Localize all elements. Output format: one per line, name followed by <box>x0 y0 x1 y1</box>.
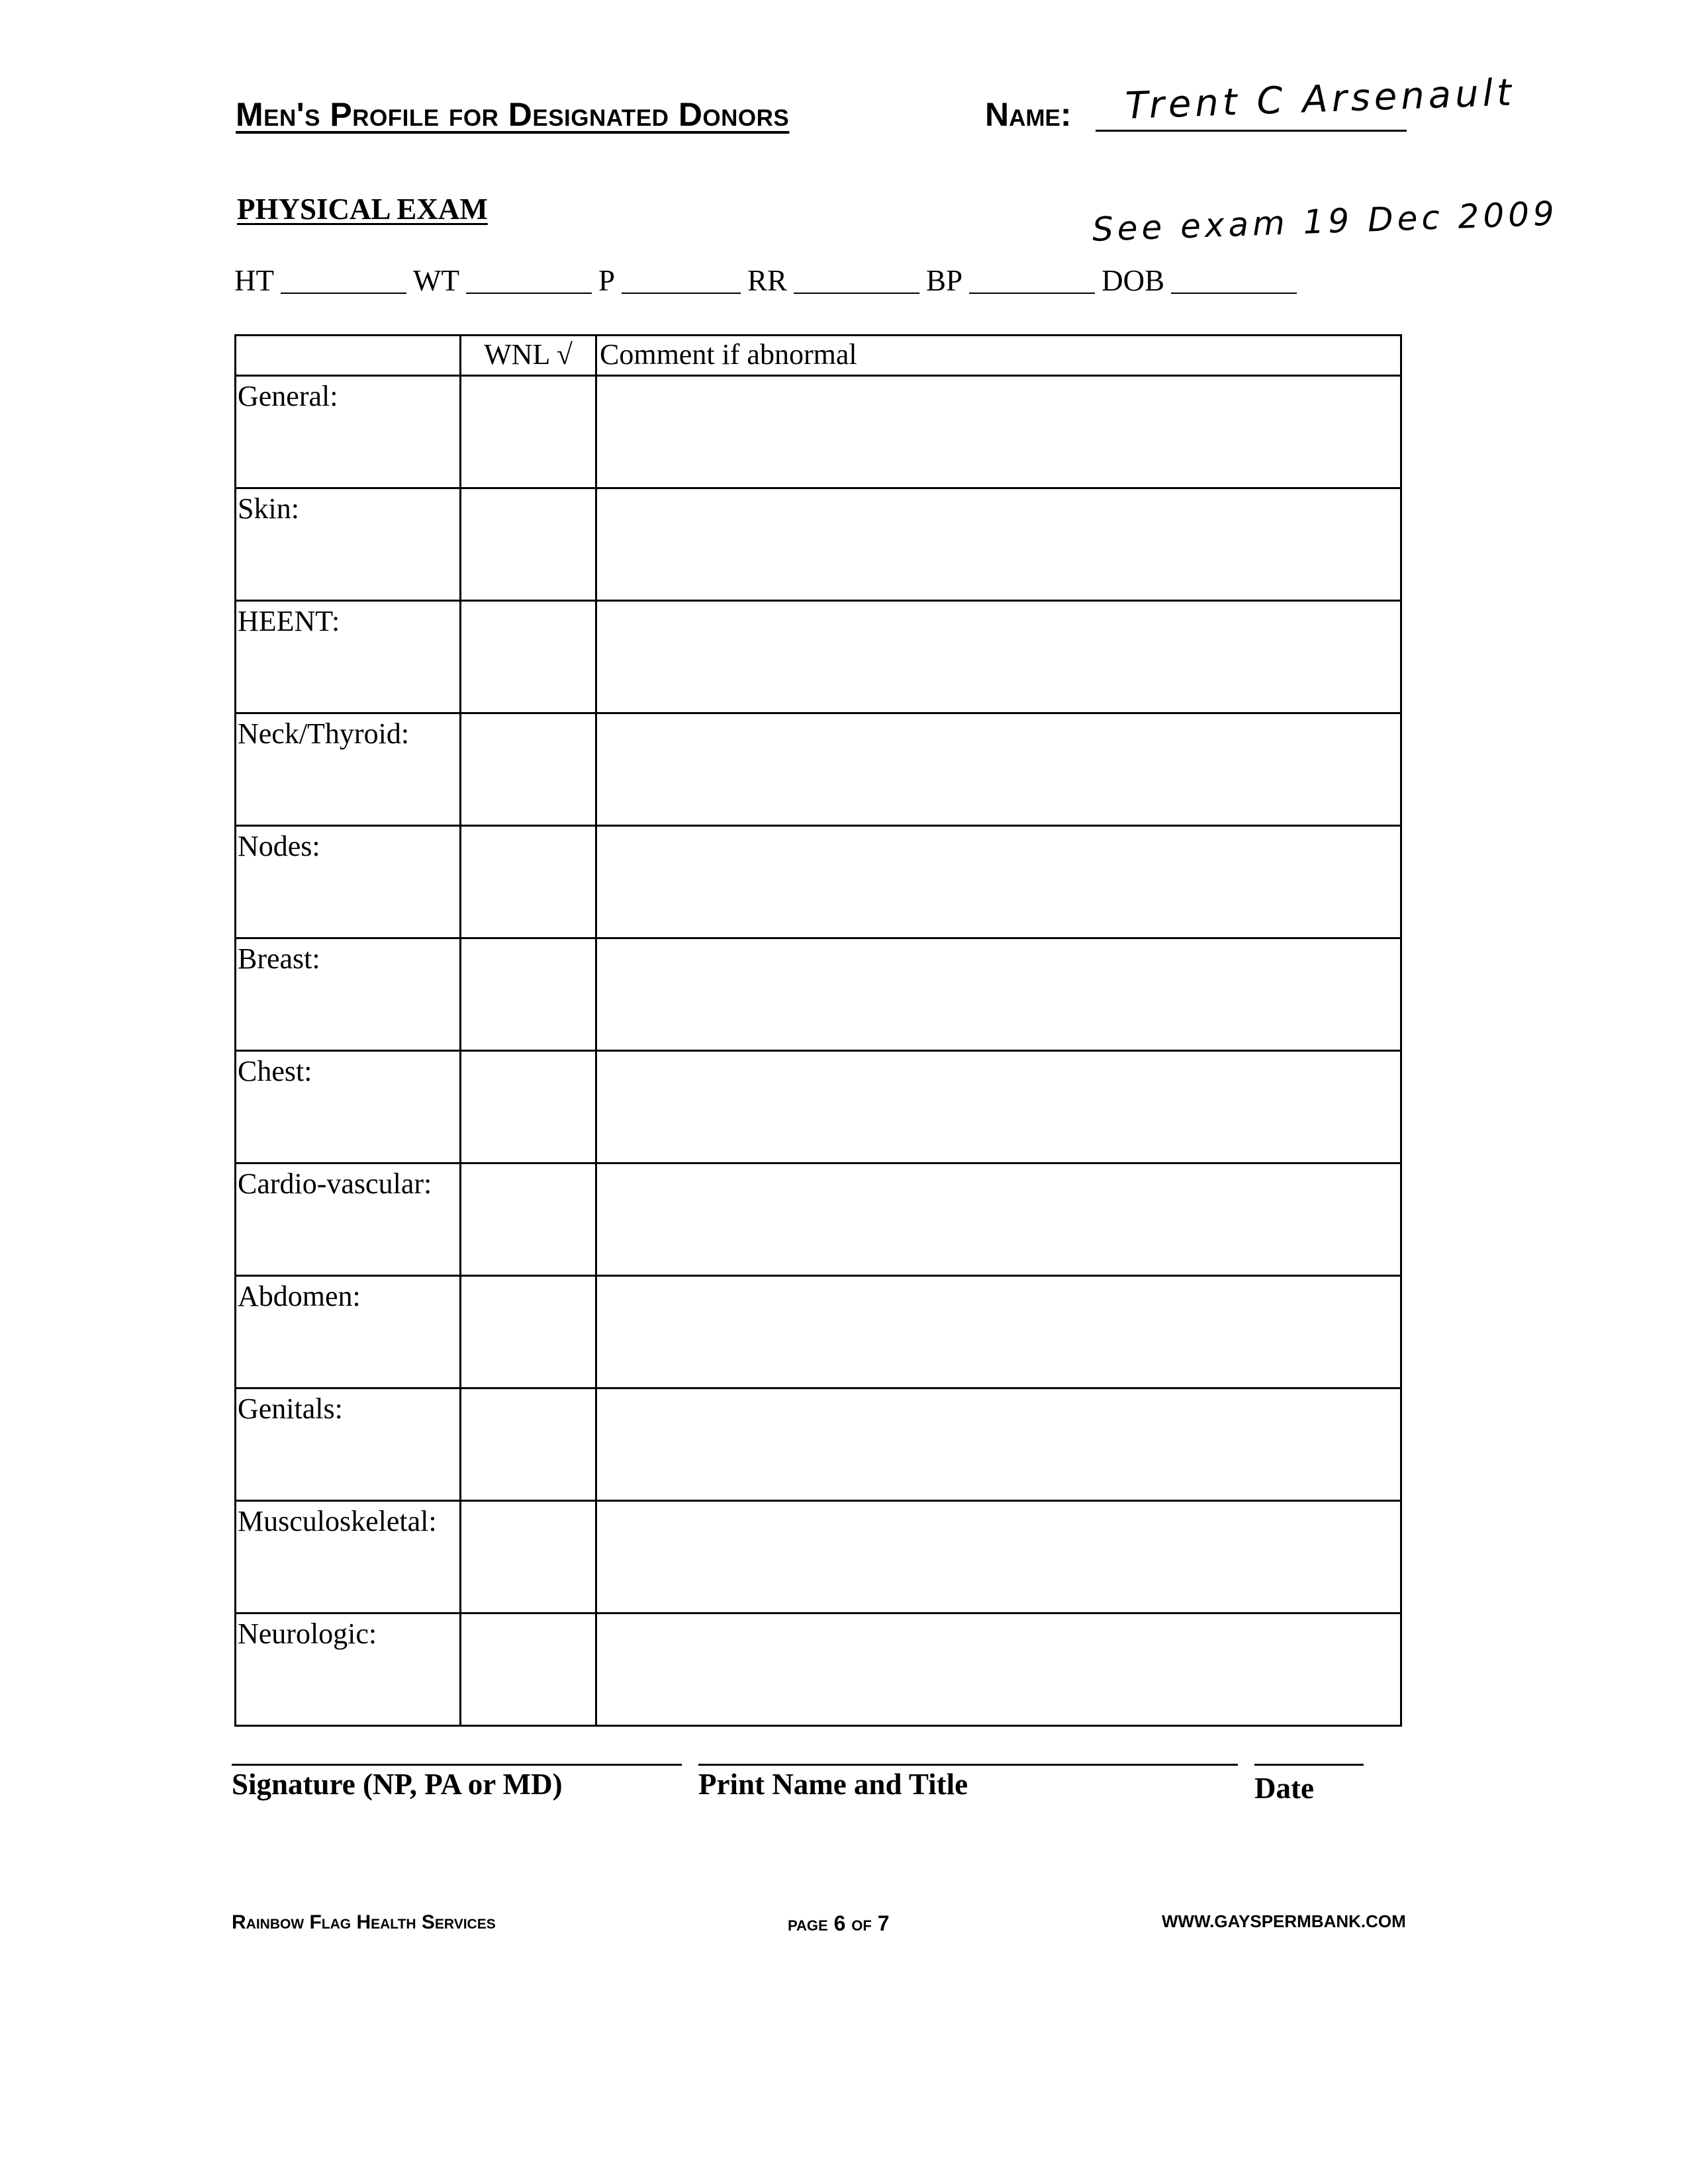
vital-label: HT <box>234 264 274 297</box>
table-row <box>236 1163 1401 1276</box>
row-label-neurologic: Neurologic: <box>236 1614 461 1726</box>
wnl-cell[interactable] <box>461 601 596 713</box>
signature-line[interactable] <box>232 1764 682 1766</box>
footer-organization: Rainbow Flag Health Services <box>232 1911 496 1933</box>
comment-cell[interactable] <box>596 713 1401 826</box>
row-label-heent: HEENT: <box>236 601 461 713</box>
table-row <box>236 1614 1401 1726</box>
row-label-genitals: Genitals: <box>236 1388 461 1501</box>
vital-rr <box>747 263 919 298</box>
name-value-handwritten: Trent C Arsenault <box>1124 71 1517 128</box>
comment-cell[interactable] <box>596 1501 1401 1614</box>
print-name-line[interactable] <box>698 1764 1238 1766</box>
table-header-row <box>236 336 1401 376</box>
comment-cell[interactable] <box>596 488 1401 601</box>
table-row <box>236 938 1401 1051</box>
vital-blank[interactable] <box>794 269 919 294</box>
vital-label: BP <box>926 264 963 297</box>
wnl-cell[interactable] <box>461 1276 596 1388</box>
wnl-cell[interactable] <box>461 938 596 1051</box>
vital-label: DOB <box>1102 264 1165 297</box>
vital-dob <box>1102 263 1297 298</box>
vitals-row <box>234 263 1303 298</box>
comment-cell[interactable] <box>596 1388 1401 1501</box>
comment-cell[interactable] <box>596 1276 1401 1388</box>
wnl-cell[interactable] <box>461 1501 596 1614</box>
name-label: Name: <box>985 96 1072 133</box>
comment-cell[interactable] <box>596 376 1401 488</box>
vital-ht <box>234 263 406 298</box>
table-row <box>236 1051 1401 1163</box>
name-underline <box>1096 130 1407 132</box>
date-label: Date <box>1254 1772 1314 1805</box>
row-label-neck-thyroid: Neck/Thyroid: <box>236 713 461 826</box>
header-blank <box>236 336 461 376</box>
comment-cell[interactable] <box>596 938 1401 1051</box>
wnl-cell[interactable] <box>461 376 596 488</box>
footer-website: WWW.GAYSPERMBANK.COM <box>1162 1911 1406 1931</box>
row-label-nodes: Nodes: <box>236 826 461 938</box>
vital-blank[interactable] <box>969 269 1095 294</box>
header-wnl: WNL √ <box>461 336 596 376</box>
table-row <box>236 376 1401 488</box>
comment-cell[interactable] <box>596 601 1401 713</box>
vital-label: P <box>598 264 615 297</box>
table-row <box>236 1501 1401 1614</box>
footer-page-number: page 6 of 7 <box>788 1911 890 1935</box>
vital-blank[interactable] <box>466 269 592 294</box>
wnl-cell[interactable] <box>461 1614 596 1726</box>
wnl-cell[interactable] <box>461 826 596 938</box>
table-row <box>236 601 1401 713</box>
comment-cell[interactable] <box>596 1051 1401 1163</box>
header-comment: Comment if abnormal <box>596 336 1401 376</box>
row-label-general: General: <box>236 376 461 488</box>
wnl-cell[interactable] <box>461 1388 596 1501</box>
table-row <box>236 826 1401 938</box>
comment-cell[interactable] <box>596 1614 1401 1726</box>
row-label-cardio-vascular: Cardio-vascular: <box>236 1163 461 1276</box>
vital-blank[interactable] <box>1171 269 1297 294</box>
vital-blank[interactable] <box>281 269 406 294</box>
row-label-breast: Breast: <box>236 938 461 1051</box>
section-title: PHYSICAL EXAM <box>237 193 488 226</box>
comment-cell[interactable] <box>596 826 1401 938</box>
wnl-cell[interactable] <box>461 1163 596 1276</box>
row-label-chest: Chest: <box>236 1051 461 1163</box>
table-row <box>236 1276 1401 1388</box>
date-line[interactable] <box>1254 1764 1364 1766</box>
vital-p <box>598 263 741 298</box>
vital-blank[interactable] <box>622 269 741 294</box>
vital-wt <box>413 263 592 298</box>
table-row <box>236 1388 1401 1501</box>
handwritten-exam-note: See exam 19 Dec 2009 <box>1091 194 1559 249</box>
wnl-cell[interactable] <box>461 1051 596 1163</box>
exam-table <box>234 334 1402 1727</box>
row-label-musculoskeletal: Musculoskeletal: <box>236 1501 461 1614</box>
row-label-skin: Skin: <box>236 488 461 601</box>
vital-label: RR <box>747 264 788 297</box>
document-title: Men's Profile for Designated Donors <box>236 96 790 133</box>
vital-label: WT <box>413 264 459 297</box>
wnl-cell[interactable] <box>461 713 596 826</box>
table-row <box>236 713 1401 826</box>
vital-bp <box>926 263 1095 298</box>
comment-cell[interactable] <box>596 1163 1401 1276</box>
signature-label: Signature (NP, PA or MD) <box>232 1768 563 1801</box>
row-label-abdomen: Abdomen: <box>236 1276 461 1388</box>
table-row <box>236 488 1401 601</box>
wnl-cell[interactable] <box>461 488 596 601</box>
print-name-label: Print Name and Title <box>698 1768 968 1801</box>
